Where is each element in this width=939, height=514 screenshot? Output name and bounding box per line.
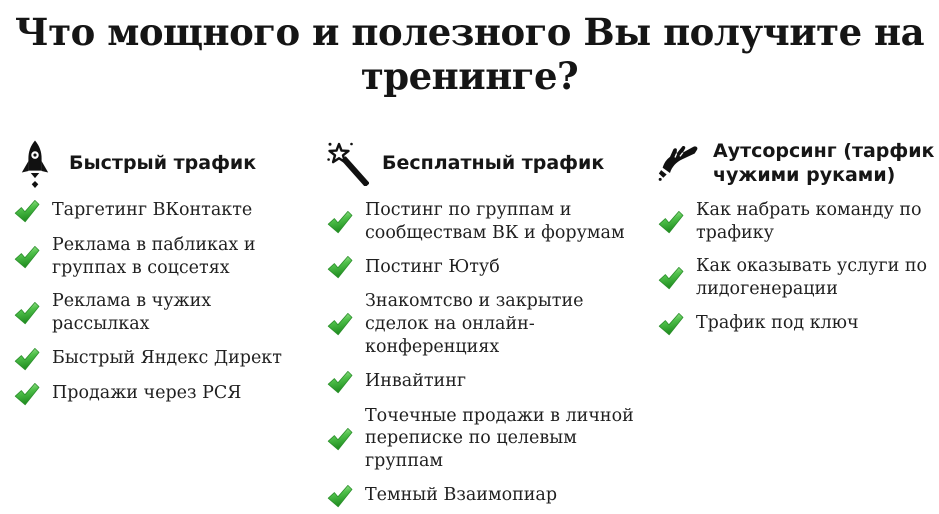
column-fast-traffic-header [14, 137, 314, 191]
list-item [14, 199, 314, 223]
benefit-list [327, 199, 645, 508]
list-item-text: Темный Взаимопиар [365, 485, 558, 506]
list-item [327, 484, 645, 508]
benefits-columns [0, 137, 939, 508]
list-item-text: Реклама в пабликах и группах в соцсетях [52, 234, 256, 278]
check-icon [14, 245, 40, 269]
rocket-icon [14, 138, 56, 190]
list-item-text: Таргетинг ВКонтакте [52, 200, 253, 221]
list-item [14, 234, 314, 280]
list-item [658, 199, 939, 245]
column-title: Бесплатный трафик [382, 151, 605, 174]
list-item-text: Постинг по группам и сообществам ВК и форумам [365, 199, 625, 243]
list-item-text: Продажи через РСЯ [52, 383, 242, 404]
column-title: Быстрый трафик [69, 151, 257, 174]
check-icon [14, 347, 40, 371]
check-icon [327, 210, 353, 234]
hand-icon [658, 145, 700, 183]
list-item [327, 255, 645, 279]
list-item-text: Реклама в чужих рассылках [52, 291, 212, 335]
check-icon [327, 484, 353, 508]
list-item-text: Инвайтинг [365, 371, 467, 392]
column-free-traffic [327, 137, 645, 508]
list-item-text: Постинг Ютуб [365, 256, 500, 277]
column-free-traffic-header [327, 137, 645, 191]
check-icon [327, 427, 353, 451]
list-item [14, 290, 314, 336]
check-icon [327, 312, 353, 336]
check-icon [14, 199, 40, 223]
list-item-text: Знакомтсво и закрытие сделок на онлайн-конференциях [365, 291, 584, 357]
list-item [658, 255, 939, 301]
list-item-text: Трафик под ключ [696, 313, 859, 334]
list-item [327, 370, 645, 394]
check-icon [327, 370, 353, 394]
list-item [327, 199, 645, 245]
column-outsourcing [658, 137, 939, 508]
list-item-text: Как набрать команду по трафику [696, 199, 922, 243]
list-item [14, 382, 314, 406]
column-outsourcing-header [658, 137, 939, 191]
list-item [14, 347, 314, 371]
check-icon [658, 266, 684, 290]
check-icon [14, 301, 40, 325]
page-title: Что мощного и полезного Вы получите на тренинге? [14, 10, 925, 99]
list-item [327, 405, 645, 473]
magic-wand-icon [327, 142, 369, 186]
check-icon [658, 312, 684, 336]
column-title: Аутсорсинг (тарфик чужими руками) [713, 140, 935, 186]
benefits-section [0, 10, 939, 514]
list-item [658, 312, 939, 336]
check-icon [14, 382, 40, 406]
column-fast-traffic [14, 137, 314, 508]
list-item-text: Как оказывать услуги по лидогенерации [696, 256, 928, 300]
list-item-text: Точечные продажи в личной переписке по целевым группам [365, 405, 634, 472]
check-icon [658, 210, 684, 234]
check-icon [327, 255, 353, 279]
benefit-list [14, 199, 314, 406]
list-item [327, 290, 645, 358]
list-item-text: Быстрый Яндекс Директ [52, 348, 282, 369]
benefit-list [658, 199, 939, 336]
